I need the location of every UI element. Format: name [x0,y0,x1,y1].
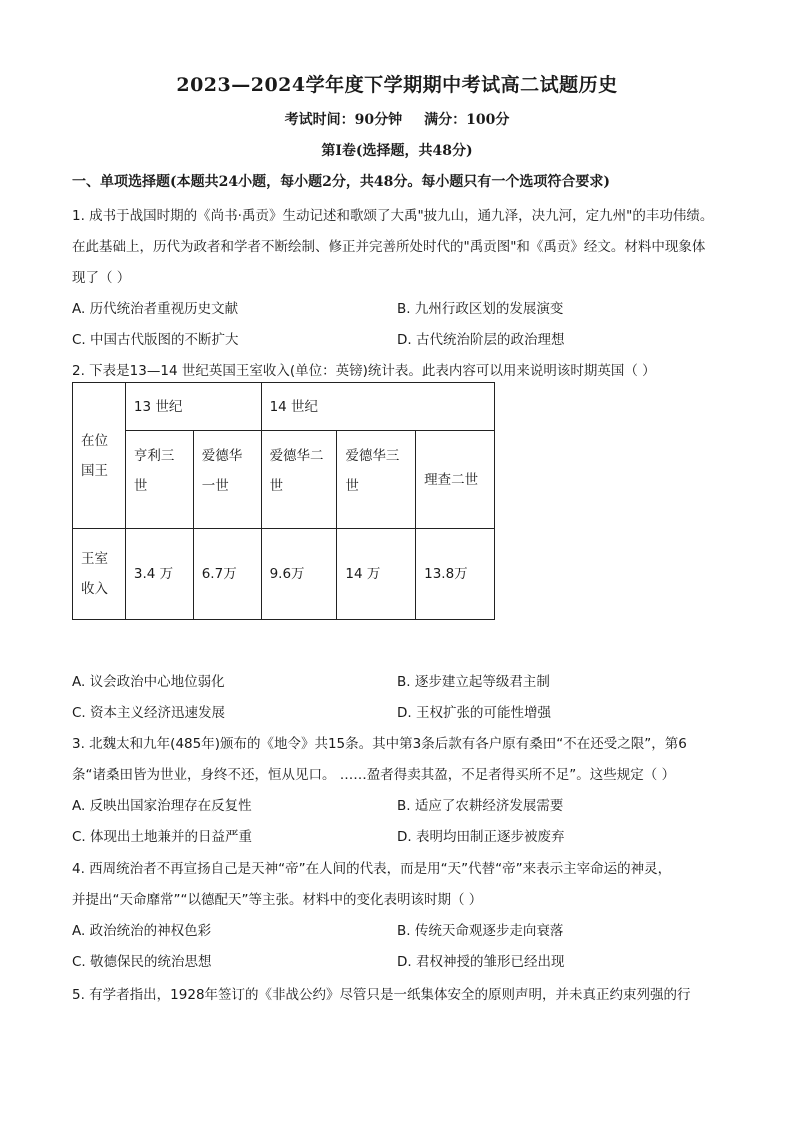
q4-option-b[interactable]: B. 传统天命观逐步走向衰落 [397,923,564,939]
q1-stem-line: 在此基础上，历代为政者和学者不断绘制、修正并完善所处时代的"禹贡图"和《禹贡》经文。材料中现象体 [72,239,706,255]
q2-option-c[interactable]: C. 资本主义经济迅速发展 [72,705,226,721]
q1-option-c[interactable]: C. 中国古代版图的不断扩大 [72,332,239,348]
table-header-king: 在位国王 [73,383,126,529]
table-income-value: 6.7万 [193,529,261,620]
q5-stem-line: 5. 有学者指出，1928年签订的《非战公约》尽管只是一纸集体安全的原则声明，并未真正约束列强的行 [72,987,691,1003]
exam-score: 满分：100分 [424,112,510,128]
q3-stem-line: 3. 北魏太和九年(485年)颁布的《地令》共15条。其中第3条后款有各户原有桑田“不在还受之限”，第6 [72,736,687,752]
table-header-income: 王室收入 [73,529,126,620]
table-king-name: 爱德华三世 [337,431,416,529]
q3-option-c[interactable]: C. 体现出土地兼并的日益严重 [72,829,253,845]
royal-income-table [72,382,495,620]
q4-stem-line: 4. 西周统治者不再宣扬自己是天神“帝”在人间的代表，而是用“天”代替“帝”来表示主宰命运的神灵， [72,861,672,877]
q4-option-c[interactable]: C. 敬德保民的统治思想 [72,954,212,970]
table-king-name: 爱德华二世 [261,431,337,529]
table-king-name: 爱德华一世 [193,431,261,529]
q1-stem-line: 1. 成书于战国时期的《尚书·禹贡》生动记述和歌颂了大禹"披九山，通九泽，决九河，定九州"的丰功伟绩。 [72,208,714,224]
q4-option-d[interactable]: D. 君权神授的雏形已经出现 [397,954,565,970]
q4-stem-line: 并提出“天命靡常”“以德配天”等主张。材料中的变化表明该时期（ ） [72,892,483,908]
volume-heading: 第I卷(选择题，共48分) [321,143,473,159]
q1-option-d[interactable]: D. 古代统治阶层的政治理想 [397,332,565,348]
table-income-value: 9.6万 [261,529,337,620]
q1-option-a[interactable]: A. 历代统治者重视历史文献 [72,301,239,317]
table-income-value: 13.8万 [416,529,495,620]
q2-option-b[interactable]: B. 逐步建立起等级君主制 [397,674,550,690]
table-king-name: 理查二世 [416,431,495,529]
q1-stem-line: 现了（ ） [72,270,131,286]
q2-stem: 2. 下表是13—14 世纪英国王室收入(单位：英镑)统计表。此表内容可以用来说明该时期英国（ ） [72,363,656,379]
table-king-name: 亨利三世 [125,431,193,529]
table-header-14th-century: 14 世纪 [261,383,494,431]
exam-title: 2023—2024学年度下学期期中考试高二试题历史 [176,74,618,96]
exam-info [0,109,794,129]
q3-stem-line: 条“诸桑田皆为世业，身终不还，恒从见口。 ……盈者得卖其盈，不足者得买所不足”。这些规定（ ） [72,767,676,783]
section-heading: 一、单项选择题(本题共24小题，每小题2分，共48分。每小题只有一个选项符合要求) [72,174,610,190]
table-header-13th-century: 13 世纪 [125,383,261,431]
q3-option-a[interactable]: A. 反映出国家治理存在反复性 [72,798,252,814]
q3-option-b[interactable]: B. 适应了农耕经济发展需要 [397,798,564,814]
q4-option-a[interactable]: A. 政治统治的神权色彩 [72,923,212,939]
q2-option-a[interactable]: A. 议会政治中心地位弱化 [72,674,225,690]
q1-option-b[interactable]: B. 九州行政区划的发展演变 [397,301,564,317]
table-income-value: 3.4 万 [125,529,193,620]
q2-option-d[interactable]: D. 王权扩张的可能性增强 [397,705,551,721]
q3-option-d[interactable]: D. 表明均田制正逐步被废弃 [397,829,565,845]
table-income-value: 14 万 [337,529,416,620]
exam-time: 考试时间：90分钟 [284,112,403,128]
